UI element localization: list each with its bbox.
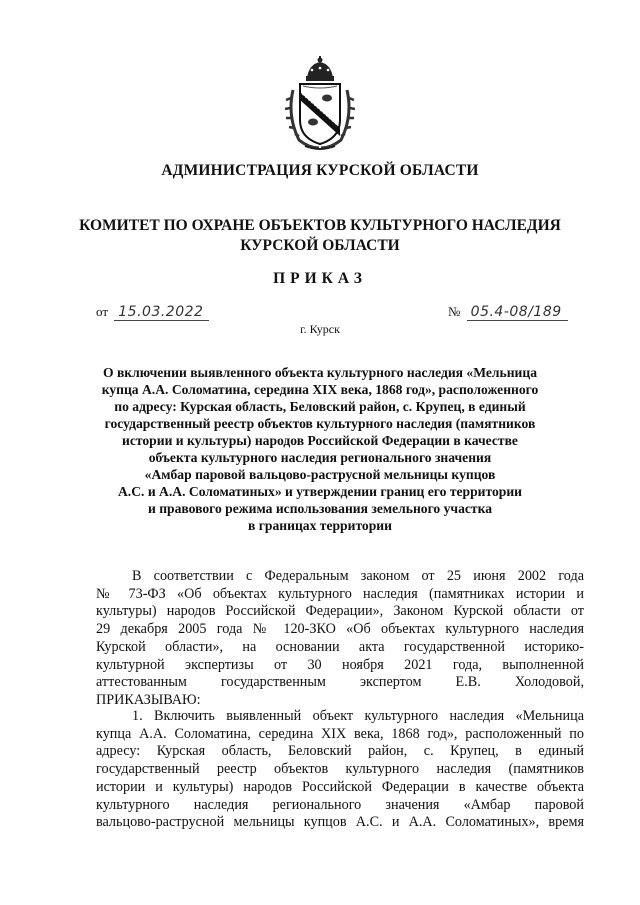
committee-title-line: КУРСКОЙ ОБЛАСТИ	[240, 237, 400, 254]
subject-line: А.С. и А.А. Соломатиных» и утверждении границ его территории	[117, 484, 523, 499]
paragraph-line: государственный реестр объектов культурного наследия (памятников	[96, 761, 584, 778]
paragraph-line: аттестованным государственным экспертом Е.В. Холодовой,	[96, 674, 584, 691]
subject-line: истории и культуры) народов Российской Федерации в качестве	[122, 433, 518, 448]
coat-of-arms-icon	[285, 56, 355, 152]
order-number	[448, 304, 568, 320]
committee-title	[0, 216, 640, 256]
subject-line: «Амбар паровой вальцово-раструсной мельницы купцов	[144, 467, 496, 482]
subject-line: государственный реестр объектов культурного наследия (памятников	[104, 416, 536, 431]
subject-line: О включении выявленного объекта культурного наследия «Мельница	[102, 365, 538, 380]
paragraph-line: культуры) народов Российской Федерации», Законом Курской области от	[96, 603, 584, 620]
order-date	[96, 304, 209, 320]
paragraph-line: истории и культуры) народов Российской Федерации в качестве объекта	[96, 778, 584, 795]
paragraph-line: культурной экспертизы от 30 ноября 2021 года, выполненной	[96, 656, 584, 673]
date-handwritten: 15.03.2022	[114, 304, 209, 321]
paragraph-line: Курской области», на основании акта государственной историко-	[96, 638, 584, 655]
paragraph-line: № 73-ФЗ «Об объектах культурного наследия (памятниках истории и	[96, 585, 584, 602]
paragraph-line: 1. Включить выявленный объект культурного наследия «Мельница	[132, 708, 584, 724]
paragraph-line: ПРИКАЗЫВАЮ:	[96, 691, 201, 708]
order-subject	[80, 364, 560, 534]
subject-line: и правового режима использования земельного участка	[147, 501, 493, 516]
number-prefix: №	[448, 304, 461, 319]
subject-line: объекта культурного наследия регионального значения	[148, 450, 492, 465]
paragraph-line: адресу: Курская область, Беловский район, с. Крупец, в единый	[96, 743, 584, 760]
city: г. Курск	[300, 322, 340, 336]
subject-line: в границах территории	[248, 518, 392, 533]
subject-line: купца А.А. Соломатина, середина XIX века, 1868 год», расположенного	[101, 382, 539, 397]
administration-title: АДМИНИСТРАЦИЯ КУРСКОЙ ОБЛАСТИ	[161, 162, 479, 179]
committee-title-line: КОМИТЕТ ПО ОХРАНЕ ОБЪЕКТОВ КУЛЬТУРНОГО НАСЛЕДИЯ	[79, 217, 561, 234]
paragraph-line: купца А.А. Соломатина, середина XIX века, 1868 год», расположенный по	[96, 725, 584, 742]
number-handwritten: 05.4-08/189	[467, 304, 568, 321]
preamble-paragraph	[96, 568, 584, 710]
paragraph-line: В соответствии с Федеральным законом от 25 июня 2002 года	[132, 568, 584, 584]
paragraph-line: 29 декабря 2005 года № 120-ЗКО «Об объектах культурного наследия	[96, 621, 584, 638]
document-type: ПРИКАЗ	[273, 270, 367, 287]
paragraph-line: вальцово-раструсной мельницы купцов А.С. и А.А. Соломатиных», время	[96, 814, 584, 831]
paragraph-line: культурного наследия регионального значения «Амбар паровой	[96, 796, 584, 813]
clause-1-paragraph	[96, 708, 584, 832]
subject-line: по адресу: Курская область, Беловский район, с. Крупец, в единый	[114, 399, 526, 414]
date-prefix: от	[96, 304, 109, 319]
